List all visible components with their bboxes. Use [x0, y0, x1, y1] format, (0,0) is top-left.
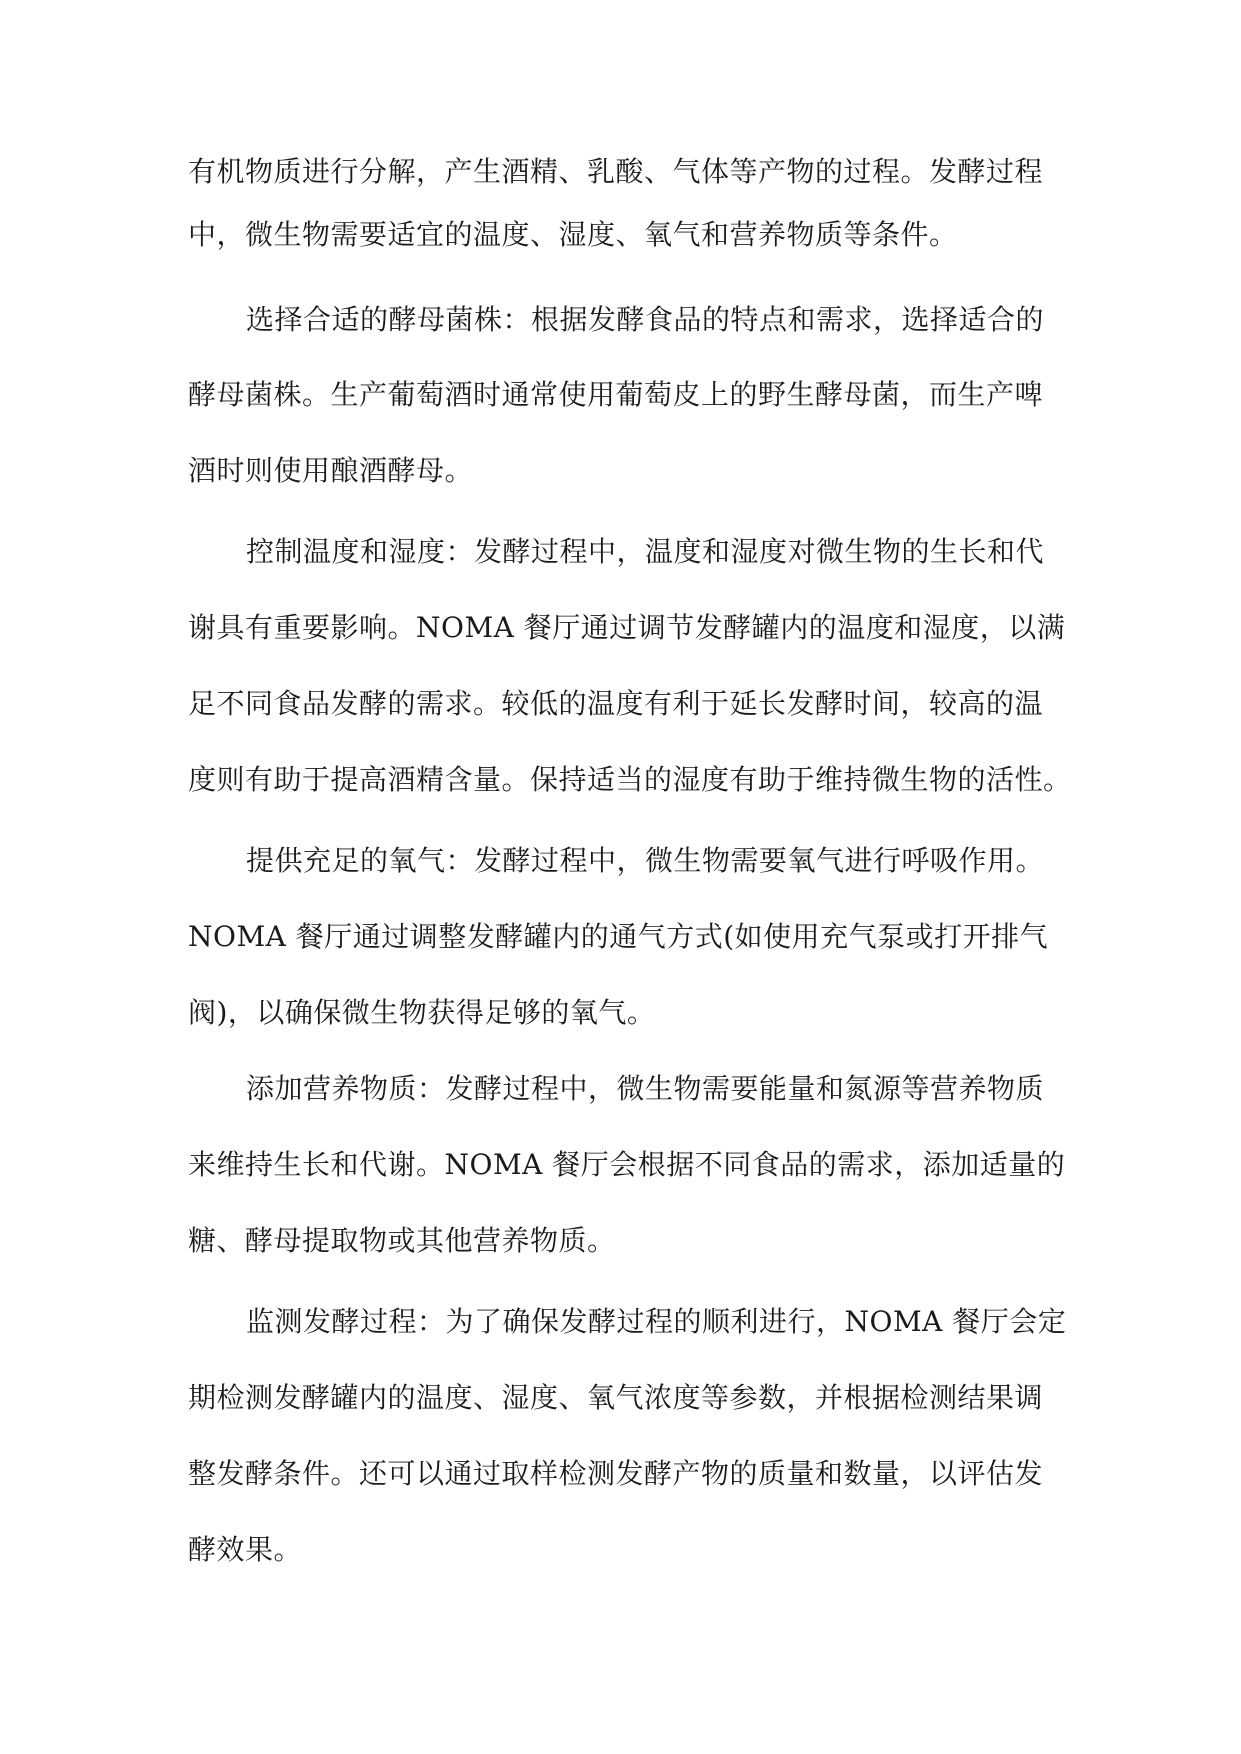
text-line: 度则有助于提高酒精含量。保持适当的湿度有助于维持微生物的活性。 [188, 763, 1072, 796]
text-line: 来维持生长和代谢。NOMA 餐厅会根据不同食品的需求，添加适量的 [188, 1148, 1066, 1181]
text-line: 整发酵条件。还可以通过取样检测发酵产物的质量和数量，以评估发 [188, 1457, 1044, 1490]
text-line: 阀)，以确保微生物获得足够的氧气。 [188, 996, 656, 1029]
text-line: 中，微生物需要适宜的温度、湿度、氧气和营养物质等条件。 [188, 218, 958, 251]
paragraph-first-line: 添加营养物质：发酵过程中，微生物需要能量和氮源等营养物质 [246, 1072, 1045, 1105]
text-line: 期检测发酵罐内的温度、湿度、氧气浓度等参数，并根据检测结果调 [188, 1381, 1044, 1414]
paragraph-first-line: 监测发酵过程：为了确保发酵过程的顺利进行，NOMA 餐厅会定 [246, 1305, 1067, 1338]
text-line: 谢具有重要影响。NOMA 餐厅通过调节发酵罐内的温度和湿度，以满 [188, 611, 1066, 644]
paragraph-first-line: 选择合适的酵母菌株：根据发酵食品的特点和需求，选择适合的 [246, 303, 1045, 336]
text-line: 酵母菌株。生产葡萄酒时通常使用葡萄皮上的野生酵母菌，而生产啤 [188, 378, 1044, 411]
text-line: 酵效果。 [188, 1533, 303, 1566]
paragraph-first-line: 提供充足的氧气：发酵过程中，微生物需要氧气进行呼吸作用。 [246, 844, 1045, 877]
text-line: NOMA 餐厅通过调整发酵罐内的通气方式(如使用充气泵或打开排气 [188, 920, 1049, 953]
text-line: 酒时则使用酿酒酵母。 [188, 454, 474, 487]
text-line: 足不同食品发酵的需求。较低的温度有利于延长发酵时间，较高的温 [188, 687, 1044, 720]
text-line: 糖、酵母提取物或其他营养物质。 [188, 1224, 616, 1257]
paragraph-first-line: 控制温度和湿度：发酵过程中，温度和湿度对微生物的生长和代 [246, 535, 1045, 568]
text-line: 有机物质进行分解，产生酒精、乳酸、气体等产物的过程。发酵过程 [188, 155, 1044, 188]
